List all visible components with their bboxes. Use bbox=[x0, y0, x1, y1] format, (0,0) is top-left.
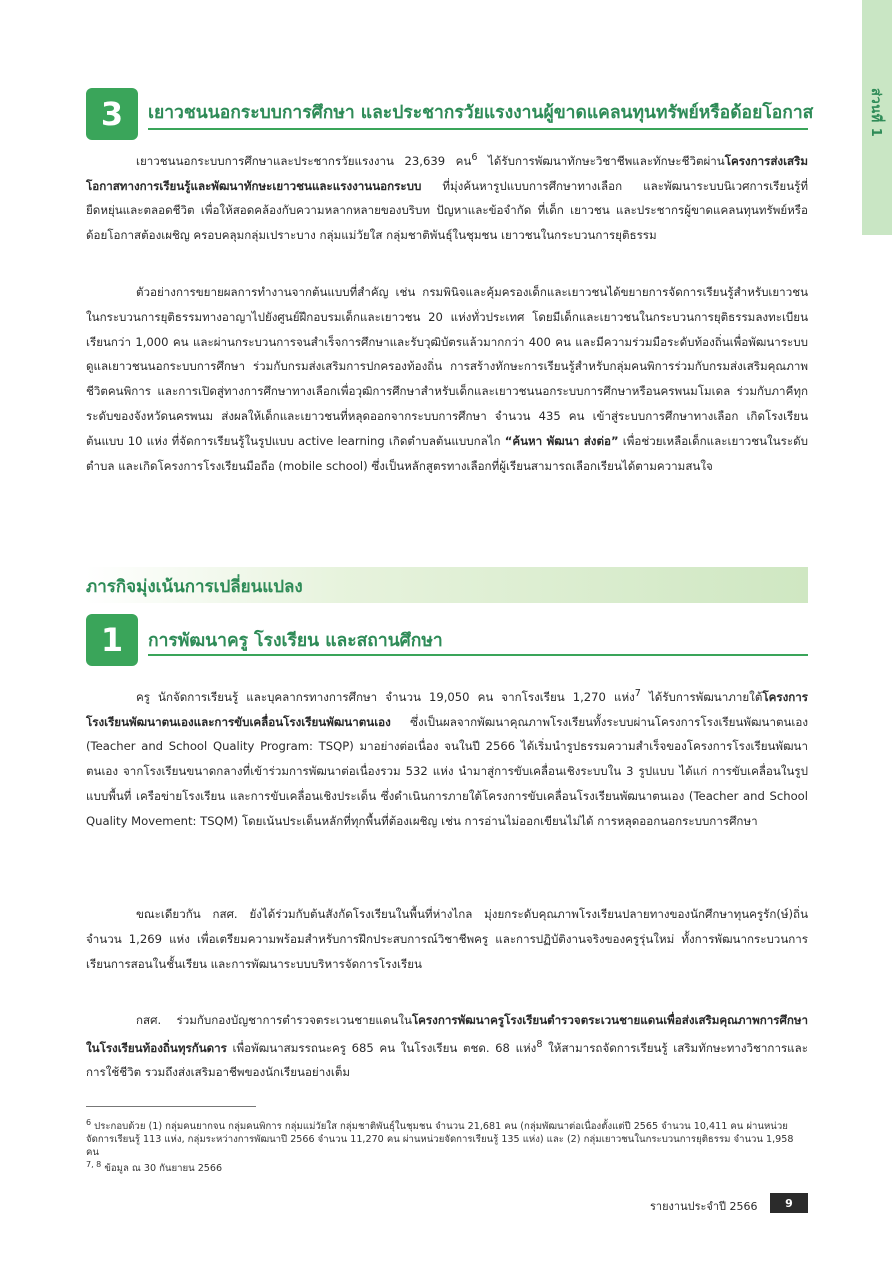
paragraph: กสศ. ร่วมกับกองบัญชาการตำรวจตระเวนชายแดนในโครงการพัฒนาครูโรงเรียนตำรวจตระเวนชายแดนเพื่อส่งเสริมคุณภาพการศึกษาในโรงเรียนท้องถิ่นทุรกันดาร เพื่อพัฒนาสมรรถนะครู 685 คน ในโรงเรียน ตชด. 68 แห่ง$^8$ ให้สามารถจัดการเรียนรู้ เสริมทักษะทางวิชาการและการใช้ชีวิต รวมถึงส่งเสริมอาชีพของนักเรียนอย่างเต็ม bbox=[86, 1013, 808, 1080]
footnote-ref: 8 bbox=[536, 1038, 543, 1050]
mission-heading-bar bbox=[86, 567, 808, 603]
section-title: การพัฒนาครู โรงเรียน และสถานศึกษา bbox=[148, 631, 443, 651]
side-tab-label: ส่วนที่ 1 bbox=[868, 88, 883, 138]
mission-heading: ภารกิจมุ่งเน้นการเปลี่ยนแปลง bbox=[86, 577, 303, 597]
section-side-tab bbox=[862, 0, 892, 235]
footnote: $^6$ ประกอบด้วย (1) กลุ่มคนยากจน กลุ่มคนพิการ กลุ่มแม่วัยใส กลุ่มชาติพันธุ์ในชุมชน จำนวน 21,681 คน (กลุ่มพัฒนาต่อเนื่องตั้งแต่ปี 2565 จำนวน 10,411 คน ผ่านหน่วยจัดการเรียนรู้ 113 แห่ง, กลุ่มระหว่างการพัฒนาปี 2566 จำนวน 11,270 คน ผ่านหน่วยจัดการเรียนรู้ 135 แห่ง) และ (2) กลุ่มเยาวชนในกระบวนการยุติธรรม จำนวน 1,958 คน bbox=[86, 1118, 794, 1159]
section-number-badge: 1 bbox=[86, 614, 138, 666]
report-title: รายงานประจำปี 2566 bbox=[650, 1200, 758, 1213]
footnote-ref: 6 bbox=[471, 152, 478, 163]
footnote-ref: 7 bbox=[634, 688, 641, 699]
paragraph: ตัวอย่างการขยายผลการทำงานจากต้นแบบที่สำคัญ เช่น กรมพินิจและคุ้มครองเด็กและเยาวชนได้ขยายการจัดการเรียนรู้สำหรับเยาวชนในกระบวนการยุติธรรมทางอาญาไปยังศูนย์ฝึกอบรมเด็กและเยาวชน 20 แห่งทั่วประเทศ โดยมีเด็กและเยาวชนในกระบวนการยุติธรรมลงทะเบียนเรียนกว่า 1,000 คน และผ่านกระบวนการจนสำเร็จการศึกษาและรับวุฒิบัตรแล้วมากกว่า 400 คน และมีความร่วมมือระดับท้องถิ่นเพื่อพัฒนาระบบดูแลเยาวชนนอกระบบการศึกษา ร่วมกับกรมส่งเสริมการปกครองท้องถิ่น การสร้างทักษะการเรียนรู้สำหรับกลุ่มคนพิการร่วมกับกรมส่งเสริมคุณภาพชีวิตคนพิการ และการเปิดสู่ทางการศึกษาทางเลือกเพื่อวุฒิการศึกษาสำหรับเด็กและเยาวชนนอกระบบการศึกษาหรือนครพนมโมเดล ร่วมกับภาคีทุกระดับของจังหวัดนครพนม ส่งผลให้เด็กและเยาวชนที่หลุดออกจากระบบการศึกษา จำนวน 435 คน เข้าสู่ระบบการศึกษาทางเลือก เกิดโรงเรียนต้นแบบ 10 แห่ง ที่จัดการเรียนรู้ในรูปแบบ active learning เกิดตำบลต้นแบบกลไก “ค้นหา พัฒนา ส่งต่อ” เพื่อช่วยเหลือเด็กและเยาวชนในระดับตำบล และเกิดโครงการโรงเรียนมือถือ (mobile school) ซึ่งเป็นหลักสูตรทางเลือกที่ผู้เรียนสามารถเลือกเรียนได้ตามความสนใจ bbox=[86, 285, 808, 473]
footnote-divider bbox=[86, 1106, 256, 1107]
section-underline bbox=[148, 128, 808, 130]
paragraph: ครู นักจัดการเรียนรู้ และบุคลากรทางการศึกษา จำนวน 19,050 คน จากโรงเรียน 1,270 แห่ง$^7$ ได้รับการพัฒนาภายใต้โครงการโรงเรียนพัฒนาตนเองและการขับเคลื่อนโรงเรียนพัฒนาตนเอง ซึ่งเป็นผลจากพัฒนาคุณภาพโรงเรียนทั้งระบบผ่านโครงการโรงเรียนพัฒนาตนเอง (Teacher and School Quality Program: TSQP) มาอย่างต่อเนื่อง จนในปี 2566 ได้เริ่มนำรูปธรรมความสำเร็จของโครงการโรงเรียนพัฒนาตนเอง จากโรงเรียนขนาดกลางที่เข้าร่วมการพัฒนาต่อเนื่องรวม 532 แห่ง นำมาสู่การขับเคลื่อนเชิงระบบใน 3 รูปแบบ ได้แก่ การขับเคลื่อนในรูปแบบพื้นที่ เครือข่ายโรงเรียน และการขับเคลื่อนเชิงประเด็น ซึ่งดำเนินการภายใต้โครงการขับเคลื่อนโรงเรียนพัฒนาตนเอง (Teacher and School Quality Movement: TSQM) โดยเน้นประเด็นหลักที่ทุกพื้นที่ต้องเผชิญ เช่น การอ่านไม่ออกเขียนไม่ได้ การหลุดออกนอกระบบการศึกษา bbox=[86, 688, 808, 828]
paragraph: เยาวชนนอกระบบการศึกษาและประชากรวัยแรงงาน 23,639 คน$^6$ ได้รับการพัฒนาทักษะวิชาชีพและทักษะชีวิตผ่านโครงการส่งเสริมโอกาสทางการเรียนรู้และพัฒนาทักษะเยาวชนและแรงงานนอกระบบ ที่มุ่งค้นหารูปแบบการศึกษาทางเลือก และพัฒนาระบบนิเวศการเรียนรู้ที่ยืดหยุ่นและตลอดชีวิต เพื่อให้สอดคล้องกับความหลากหลายของบริบท ปัญหาและข้อจำกัด ที่เด็ก เยาวชน และประชากรผู้ขาดแคลนทุนทรัพย์หรือด้อยโอกาสต้องเผชิญ ครอบคลุมกลุ่มเปราะบาง กลุ่มแม่วัยใส กลุ่มชาติพันธุ์ในชุมชน เยาวชนในกระบวนการยุติธรรม bbox=[86, 152, 808, 243]
page-number: 9 bbox=[770, 1193, 808, 1213]
section-title: เยาวชนนอกระบบการศึกษา และประชากรวัยแรงงานผู้ขาดแคลนทุนทรัพย์หรือด้อยโอกาส bbox=[148, 103, 814, 123]
footnote: $^{7, 8}$ ข้อมูล ณ 30 กันยายน 2566 bbox=[86, 1160, 223, 1175]
section-underline bbox=[148, 654, 808, 656]
paragraph: ขณะเดียวกัน กสศ. ยังได้ร่วมกับต้นสังกัดโรงเรียนในพื้นที่ห่างไกล มุ่งยกระดับคุณภาพโรงเรียนปลายทางของนักศึกษาทุนครูรัก(ษ์)ถิ่นจำนวน 1,269 แห่ง เพื่อเตรียมความพร้อมสำหรับการฝึกประสบการณ์วิชาชีพครู และการปฏิบัติงานจริงของครูรุ่นใหม่ ทั้งการพัฒนากระบวนการเรียนการสอนในชั้นเรียน และการพัฒนาระบบบริหารจัดการโรงเรียน bbox=[86, 907, 808, 971]
section-number-badge: 3 bbox=[86, 88, 138, 140]
